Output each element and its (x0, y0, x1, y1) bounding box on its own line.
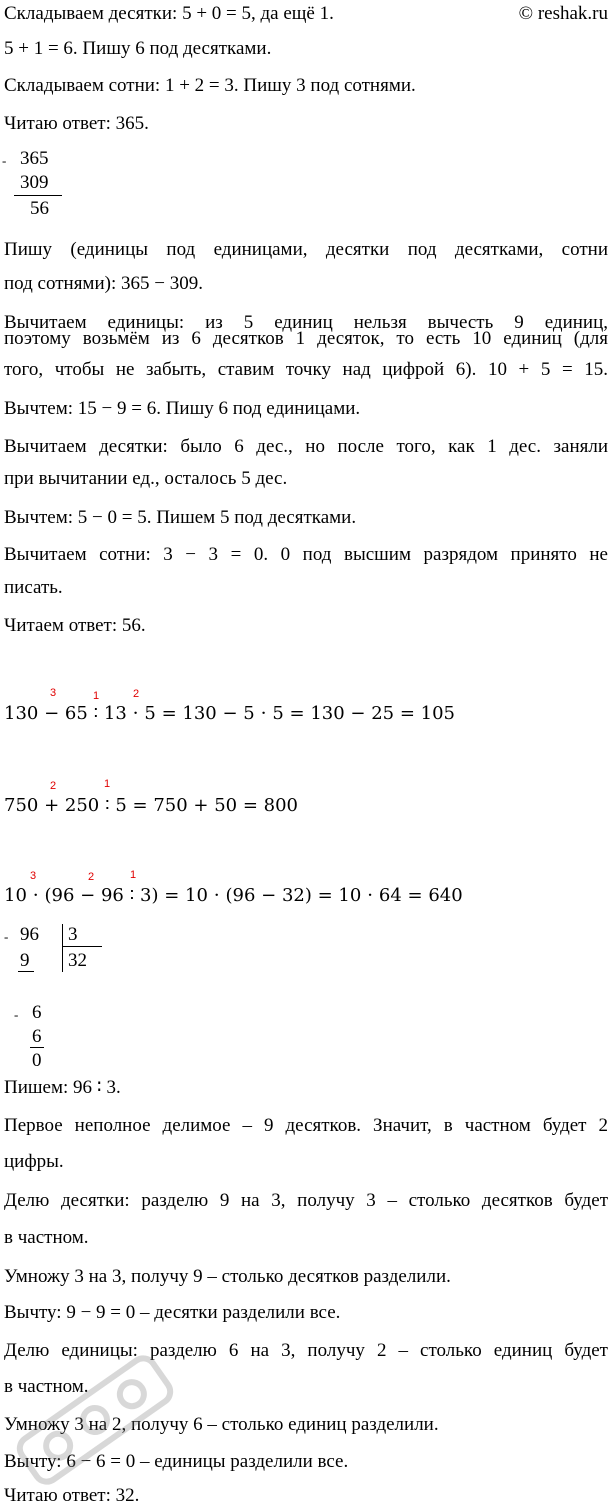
step-2-remainder: 6 (32, 1002, 42, 1023)
order-mark: 2 (88, 871, 95, 883)
site-watermark-label: © reshak.ru (518, 3, 608, 24)
text-line: Складываем сотни: 1 + 2 = 3. Пишу 3 под сотнями. (4, 75, 416, 96)
text-line: Делю единицы: разделю 6 на 3, получу 2 – столько единиц будет (4, 1340, 608, 1361)
minus-sign: - (4, 929, 9, 944)
text-line: в частном. (4, 1227, 89, 1248)
text-line: Складываем десятки: 5 + 0 = 5, да ещё 1. (4, 3, 334, 24)
dividend: 96 (20, 924, 39, 945)
text-line: Первое неполное делимое – 9 десятков. Значит, в частном будет 2 (4, 1115, 608, 1136)
text-line: при вычитании ед., осталось 5 дес. (4, 468, 288, 489)
subtrahend: 309 (20, 172, 49, 193)
text-line: Пишу (единицы под единицами, десятки под десятками, сотни (4, 239, 608, 260)
minus-sign: - (2, 153, 7, 168)
text-line: того, чтобы не забыть, ставим точку над цифрой 6). 10 + 5 = 15. (4, 359, 608, 380)
text-line: Вычитаем десятки: было 6 дес., но после того, как 1 дес. заняли (4, 436, 608, 457)
quotient: 32 (68, 950, 87, 971)
text-line: Пишем: 96 ∶ 3. (4, 1077, 121, 1098)
order-mark: 1 (104, 778, 111, 790)
order-mark: 2 (133, 688, 140, 700)
step-2-product: 6 (32, 1026, 42, 1047)
text-line: в частном. (4, 1376, 89, 1397)
minuend: 365 (20, 148, 49, 169)
expression: 10 ⋅ (96 − 96 ∶ 3) = 10 ⋅ (96 − 32) = 10 ⋅ 64 = 640 (4, 885, 463, 906)
text-line: Умножу 3 на 2, получу 6 – столько единиц разделили. (4, 1414, 439, 1435)
step-1-underline (18, 971, 34, 972)
minus-sign: - (14, 1007, 19, 1022)
divisor-underline (62, 946, 102, 947)
step-2-underline (30, 1047, 44, 1048)
difference: 56 (30, 198, 49, 219)
order-mark: 2 (50, 780, 57, 792)
text-line: Читаем ответ: 56. (4, 615, 146, 636)
text-line: Делю десятки: разделю 9 на 3, получу 3 – столько десятков будет (4, 1190, 608, 1211)
text-line: Вычтем: 15 − 9 = 6. Пишу 6 под единицами. (4, 398, 361, 419)
text-line: писать. (4, 577, 63, 598)
order-mark: 3 (50, 687, 57, 699)
text-line: Читаю ответ: 365. (4, 113, 149, 134)
text-line: Вычитаем сотни: 3 − 3 = 0. 0 под высшим разрядом принято не (4, 544, 608, 565)
text-line: Вычту: 9 − 9 = 0 – десятки разделили все. (4, 1302, 341, 1323)
text-line: Вычтем: 5 − 0 = 5. Пишем 5 под десятками. (4, 507, 357, 528)
column-divider (14, 195, 62, 196)
text-line: Умножу 3 на 3, получу 9 – столько десятков разделили. (4, 1266, 451, 1287)
text-line: цифры. (4, 1151, 64, 1172)
order-mark: 1 (93, 690, 100, 702)
divisor: 3 (68, 924, 78, 945)
text-line: под сотнями): 365 − 309. (4, 273, 203, 294)
text-line: 5 + 1 = 6. Пишу 6 под десятками. (4, 38, 272, 59)
final-remainder: 0 (32, 1050, 42, 1071)
order-mark: 3 (30, 870, 37, 882)
text-line: Читаю ответ: 32. (4, 1485, 140, 1506)
text-line: поэтому возьмём из 6 десятков 1 десяток, то есть 10 единиц (для (4, 328, 608, 349)
text-line: Вычитаем единицы: из 5 единиц нельзя вычесть 9 единиц, (4, 312, 608, 333)
text-line: Вычту: 6 − 6 = 0 – единицы разделили все. (4, 1451, 349, 1472)
step-1-product: 9 (20, 950, 30, 971)
expression: 750 + 250 ∶ 5 = 750 + 50 = 800 (4, 795, 299, 816)
division-bar (62, 924, 63, 972)
expression: 130 − 65 ∶ 13 ⋅ 5 = 130 − 5 ⋅ 5 = 130 − 25 = 105 (4, 703, 455, 724)
order-mark: 1 (130, 869, 137, 881)
